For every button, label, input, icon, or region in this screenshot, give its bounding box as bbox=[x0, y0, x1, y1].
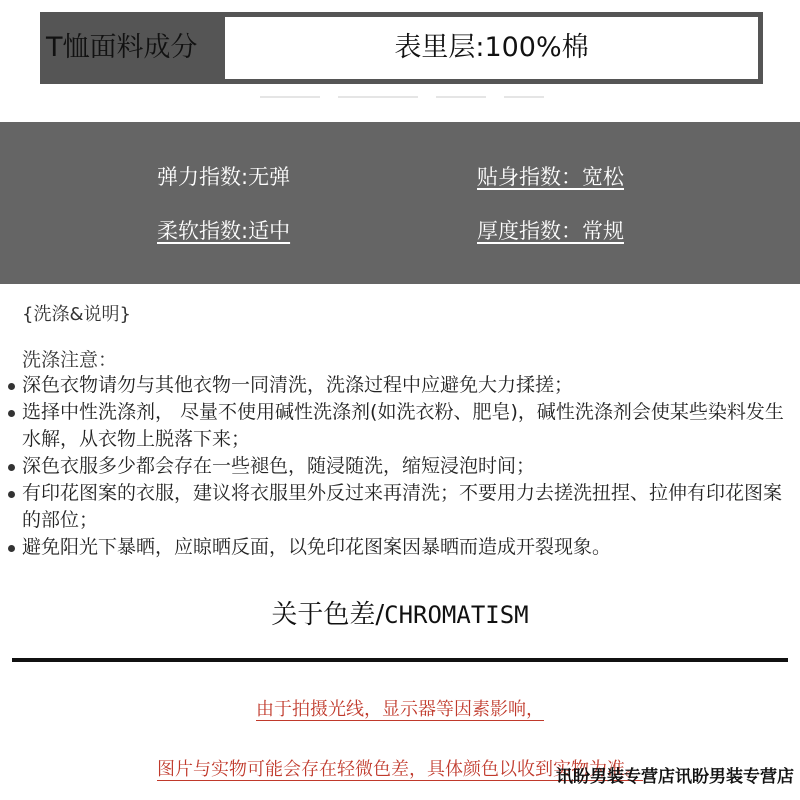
care-item-text: 选择中性洗涤剂， 尽量不使用碱性洗涤剂(如洗衣粉、肥皂)，碱性洗涤剂会使某些染料发生水解，从衣物上脱落下来； bbox=[22, 401, 784, 450]
chromatism-title-en: CHROMATISM bbox=[384, 601, 529, 629]
color-note-1 bbox=[0, 695, 800, 721]
list-item bbox=[8, 453, 798, 480]
list-item bbox=[8, 399, 798, 453]
care-section-title: {洗涤&说明} bbox=[22, 304, 131, 325]
care-item-text: 深色衣物请勿与其他衣物一同清洗，洗涤过程中应避免大力揉搓； bbox=[22, 374, 574, 396]
bullet-icon bbox=[8, 410, 15, 417]
care-item-text: 避免阳光下暴晒，应晾晒反面，以免印花图案因暴晒而造成开裂现象。 bbox=[22, 536, 612, 558]
fabric-label: T恤面料成分 bbox=[46, 32, 198, 63]
care-list bbox=[8, 372, 798, 561]
list-item bbox=[8, 372, 798, 399]
bullet-icon bbox=[8, 545, 15, 552]
list-item bbox=[8, 480, 798, 534]
fit-index: 贴身指数：宽松 bbox=[477, 165, 624, 189]
bullet-icon bbox=[8, 464, 15, 471]
bullet-icon bbox=[8, 383, 15, 390]
bullet-icon bbox=[8, 491, 15, 498]
thickness-index: 厚度指数：常规 bbox=[477, 219, 624, 243]
softness-index: 柔软指数:适中 bbox=[157, 219, 291, 243]
list-item bbox=[8, 534, 798, 561]
wash-heading: 洗涤注意： bbox=[22, 349, 118, 371]
care-item-text: 有印花图案的衣服，建议将衣服里外反过来再清洗；不要用力去搓洗扭捏、拉伸有印花图案的部位； bbox=[22, 482, 783, 531]
color-note-1-text: 由于拍摄光线，显示器等因素影响， bbox=[256, 699, 544, 720]
elasticity-index: 弹力指数:无弹 bbox=[157, 165, 291, 189]
shop-watermark: 讯盼男装专营店讯盼男装专营店 bbox=[556, 767, 794, 787]
divider-rule bbox=[12, 658, 788, 662]
care-item-text: 深色衣服多少都会存在一些褪色，随浸随洗，缩短浸泡时间； bbox=[22, 455, 536, 477]
fabric-value: 表里层:100%棉 bbox=[225, 17, 758, 79]
color-note-2-text: 图片与实物可能会存在轻微色差，具体颜色以收到实物为准。 bbox=[157, 759, 643, 780]
faint-divider bbox=[260, 86, 580, 92]
indices-band bbox=[0, 122, 800, 284]
chromatism-title-cn: 关于色差/ bbox=[271, 600, 385, 630]
chromatism-title bbox=[0, 594, 800, 631]
